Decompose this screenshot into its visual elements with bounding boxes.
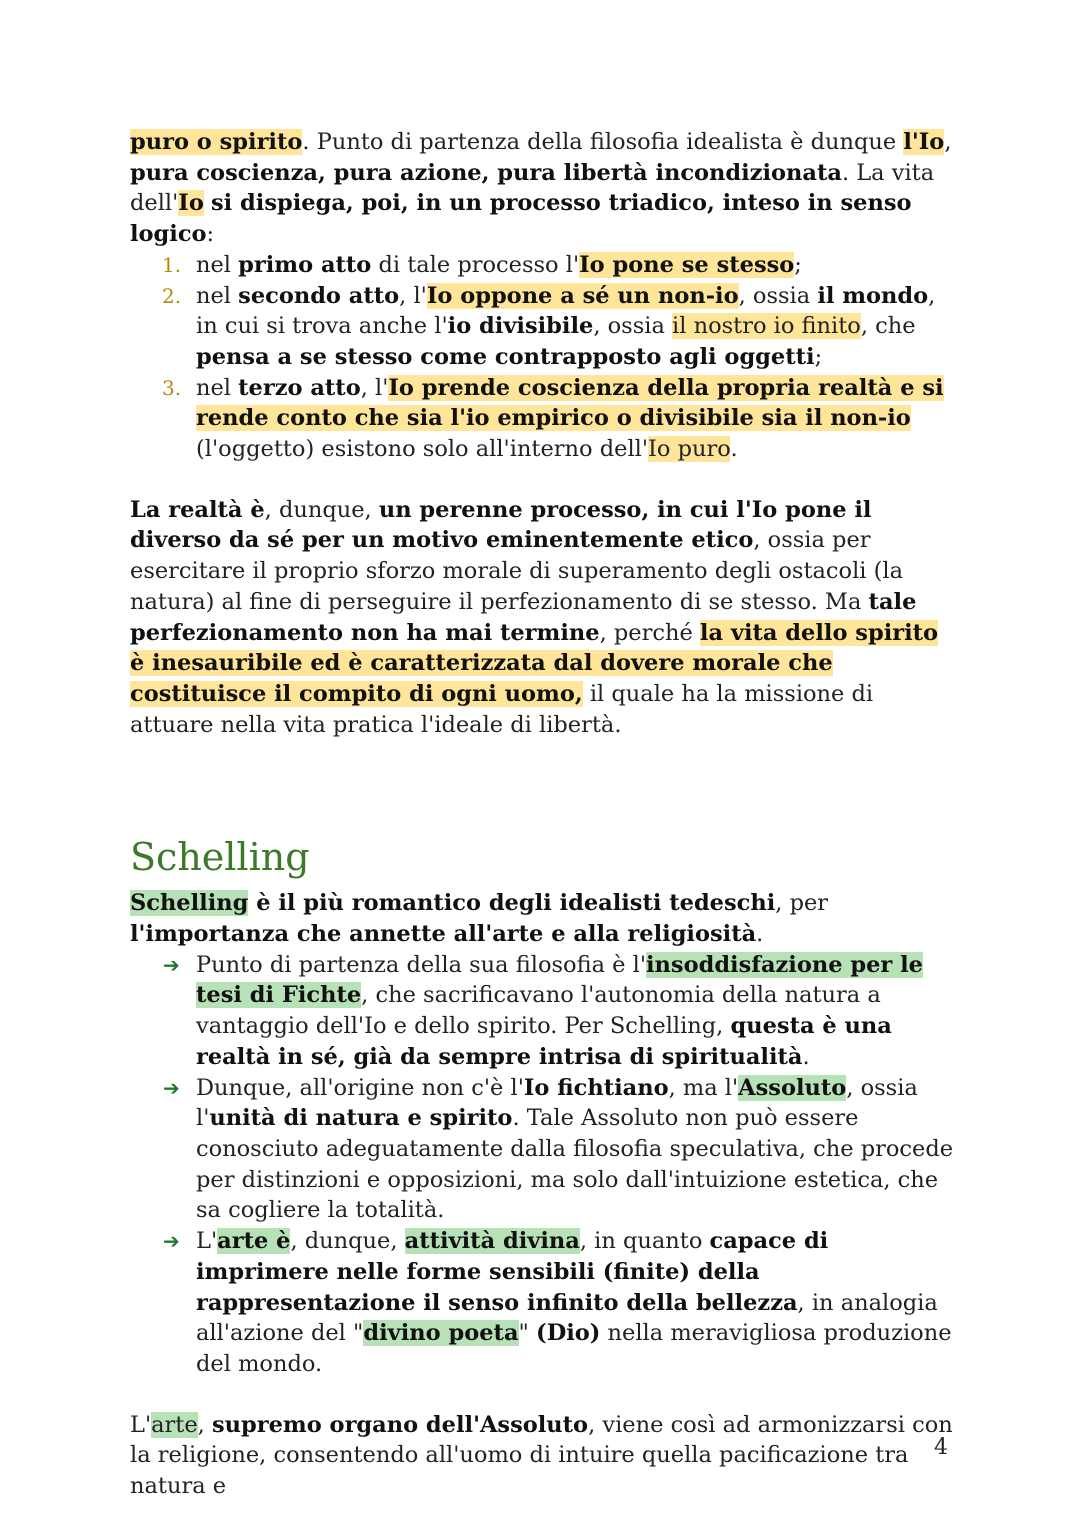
numbered-list [130, 250, 960, 465]
list-number: 2. [162, 283, 182, 308]
list-item: 3. nel terzo atto, l'Io prende coscienza della propria realtà e si rende conto che sia l'io empirico o divisibile sia il non-io (l'oggetto) esistono solo all'interno dell'Io puro. [162, 374, 944, 463]
arrow-list [130, 950, 960, 1380]
paragraph-reality: La realtà è, dunque, un perenne processo, in cui l'Io pone il diverso da sé per un motivo eminentemente etico, ossia per esercitare il proprio sforzo morale di superamento degli ostacoli (la natura) al fine di perseguire il perfezionamento di se stesso. Ma tale perfezionamento non ha mai termine, perché la vita dello spirito è inesauribile ed è caratterizzata dal dovere morale che costituisce il compito di ogni uomo, il quale ha la missione di attuare nella vita pratica l'ideale di libertà. [130, 496, 939, 738]
arrow-right-icon: ➔ [163, 1229, 180, 1254]
list-item: 2. nel secondo atto, l'Io oppone a sé un non-io, ossia il mondo, in cui si trova anche l'io divisibile, ossia il nostro io finito, che pensa a se stesso come contrapposto agli oggetti; [162, 282, 936, 370]
list-item: 1. nel primo atto di tale processo l'Io pone se stesso; [130, 250, 960, 281]
paragraph-intro: puro o spirito. Punto di partenza della filosofia idealista è dunque l'Io, pura coscienza, pura azione, pura libertà incondizionata. La vita dell'Io si dispiega, poi, in un processo triadico, inteso in senso logico: [130, 129, 952, 248]
arrow-right-icon: ➔ [163, 1075, 180, 1100]
document-page [130, 127, 960, 1502]
page-number: 4 [934, 1435, 948, 1460]
list-item: ➔ Dunque, all'origine non c'è l'Io fichtiano, ma l'Assoluto, ossia l'unità di natura e spirito. Tale Assoluto non può essere conosciuto adeguatamente dalla filosofia speculativa, che procede per distinzioni e opposizioni, ma solo dall'intuizione estetica, che sa cogliere la totalità. [163, 1074, 954, 1224]
list-number: 3. [162, 375, 182, 400]
arrow-right-icon: ➔ [163, 952, 180, 977]
section-heading: Schelling [130, 835, 310, 880]
paragraph-schelling-intro: Schelling è il più romantico degli idealisti tedeschi, per l'importanza che annette all'arte e alla religiosità. [130, 890, 829, 948]
paragraph-art: L'arte, supremo organo dell'Assoluto, viene così ad armonizzarsi con la religione, consentendo all'uomo di intuire quella pacificazione tra natura e [130, 1411, 953, 1500]
list-item: ➔ L'arte è, dunque, attività divina, in quanto capace di imprimere nelle forme sensibili (finite) della rappresentazione il senso infinito della bellezza, in analogia all'azione del "divino poeta" (Dio) nella meravigliosa produzione del mondo. [163, 1228, 952, 1377]
list-number: 1. [162, 252, 182, 277]
list-item: ➔ Punto di partenza della sua filosofia è l'insoddisfazione per le tesi di Fichte, che sacrificavano l'autonomia della natura a vantaggio dell'Io e dello spirito. Per Schelling, questa è una realtà in sé, già da sempre intrisa di spiritualità. [163, 951, 923, 1070]
